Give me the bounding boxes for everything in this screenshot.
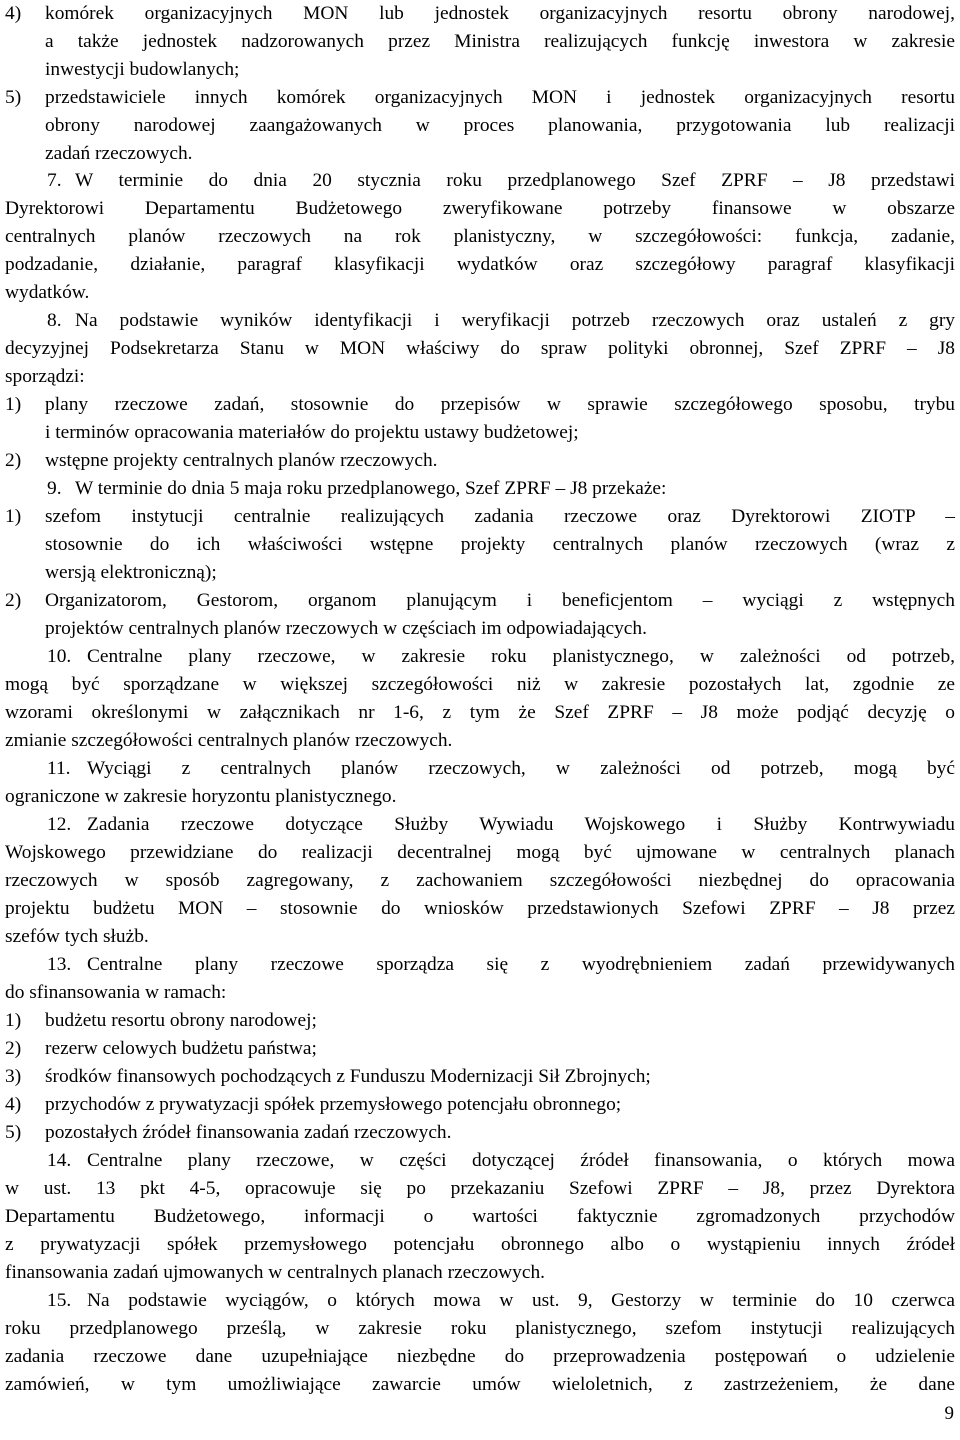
page-number: 9 <box>944 1403 954 1424</box>
text-line: wersją elektroniczną); <box>45 562 217 583</box>
text-line: Dyrektorowi Departamentu Budżetowego zweryfikowane potrzeby finansowe w obszarze <box>5 198 955 219</box>
text-line: do sfinansowania w ramach: <box>5 982 227 1003</box>
text-line: Wojskowego przewidziane do realizacji decentralnej mogą być ujmowane w centralnych planach <box>5 842 955 863</box>
list-item-number: 1) <box>5 506 22 527</box>
text-line: plany rzeczowe zadań, stosownie do przepisów w sprawie szczegółowego sposobu, trybu <box>45 394 955 415</box>
list-item-number: 5) <box>5 87 22 108</box>
text-line: Wyciągi z centralnych planów rzeczowych, w zależności od potrzeb, mogą być <box>87 758 955 779</box>
text-line: ograniczone w zakresie horyzontu planistycznego. <box>5 786 397 807</box>
paragraph-number: 8. <box>47 310 62 331</box>
text-line: finansowania zadań ujmowanych w centralnych planach rzeczowych. <box>5 1262 546 1283</box>
text-line: środków finansowych pochodzących z Funduszu Modernizacji Sił Zbrojnych; <box>45 1066 651 1087</box>
text-line: inwestycji budowlanych; <box>45 59 240 80</box>
list-item-number: 2) <box>5 450 22 471</box>
text-line: budżetu resortu obrony narodowej; <box>45 1010 317 1031</box>
text-line: i terminów opracowania materiałów do projektu ustawy budżetowej; <box>45 422 579 443</box>
list-item-number: 1) <box>5 394 22 415</box>
list-item-number: 3) <box>5 1066 22 1087</box>
paragraph-number: 10. <box>47 646 72 667</box>
text-line: obrony narodowej zaangażowanych w proces planowania, przygotowania lub realizacji <box>45 115 955 136</box>
text-line: Centralne plany rzeczowe, w części dotyczącej źródeł finansowania, o których mowa <box>87 1150 955 1171</box>
text-line: Centralne plany rzeczowe sporządza się z wyodrębnieniem zadań przewidywanych <box>87 954 955 975</box>
text-line: decyzyjnej Podsekretarza Stanu w MON właściwy do spraw polityki obronnej, Szef ZPRF – J8 <box>5 338 955 359</box>
text-line: W terminie do dnia 5 maja roku przedplanowego, Szef ZPRF – J8 przekaże: <box>75 478 667 499</box>
text-line: projektu budżetu MON – stosownie do wniosków przedstawionych Szefowi ZPRF – J8 przez <box>5 898 955 919</box>
text-line: podzadanie, działanie, paragraf klasyfikacji wydatków oraz szczegółowy paragraf klasyfikacji <box>5 254 955 275</box>
text-line: stosownie do ich właściwości wstępne projekty centralnych planów rzeczowych (wraz z <box>45 534 955 555</box>
text-line: projektów centralnych planów rzeczowych w częściach im odpowiadających. <box>45 618 647 639</box>
list-item-number: 5) <box>5 1122 22 1143</box>
paragraph-number: 9. <box>47 478 62 499</box>
text-line: a także jednostek nadzorowanych przez Ministra realizujących funkcję inwestora w zakresie <box>45 31 955 52</box>
text-line: Departamentu Budżetowego, informacji o wartości faktycznie zgromadzonych przychodów <box>5 1206 955 1227</box>
list-item-number: 1) <box>5 1010 22 1031</box>
text-line: sporządzi: <box>5 366 85 387</box>
text-line: przedstawiciele innych komórek organizacyjnych MON i jednostek organizacyjnych resortu <box>45 87 955 108</box>
paragraph-number: 7. <box>47 170 62 191</box>
text-line: mogą być sporządzane w większej szczegółowości niż w zakresie pozostałych lat, zgodnie ze <box>5 674 955 695</box>
text-line: rzeczowych w sposób zagregowany, z zachowaniem szczegółowości niezbędnej do opracowania <box>5 870 955 891</box>
text-line: wydatków. <box>5 282 90 303</box>
text-line: Centralne plany rzeczowe, w zakresie roku planistycznego, w zależności od potrzeb, <box>87 646 955 667</box>
text-line: Organizatorom, Gestorom, organom planującym i beneficjentom – wyciągi z wstępnych <box>45 590 955 611</box>
text-line: Zadania rzeczowe dotyczące Służby Wywiadu Wojskowego i Służby Kontrwywiadu <box>87 814 955 835</box>
text-line: Na podstawie wyciągów, o których mowa w ust. 9, Gestorzy w terminie do 10 czerwca <box>87 1290 955 1311</box>
paragraph-number: 13. <box>47 954 72 975</box>
text-line: zadania rzeczowe dane uzupełniające niezbędne do przeprowadzenia postępowań o udzielenie <box>5 1346 955 1367</box>
list-item-number: 4) <box>5 1094 22 1115</box>
text-line: szefów tych służb. <box>5 926 149 947</box>
text-line: komórek organizacyjnych MON lub jednostek organizacyjnych resortu obrony narodowej, <box>45 3 955 24</box>
paragraph-number: 14. <box>47 1150 72 1171</box>
text-line: wstępne projekty centralnych planów rzeczowych. <box>45 450 438 471</box>
list-item-number: 2) <box>5 1038 22 1059</box>
list-item-number: 2) <box>5 590 22 611</box>
text-line: zadań rzeczowych. <box>45 143 193 164</box>
text-line: zmianie szczegółowości centralnych planów rzeczowych. <box>5 730 453 751</box>
list-item-number: 4) <box>5 3 22 24</box>
text-line: w ust. 13 pkt 4-5, opracowuje się po przekazaniu Szefowi ZPRF – J8, przez Dyrektora <box>5 1178 955 1199</box>
text-line: przychodów z prywatyzacji spółek przemysłowego potencjału obronnego; <box>45 1094 622 1115</box>
text-line: W terminie do dnia 20 stycznia roku przedplanowego Szef ZPRF – J8 przedstawi <box>75 170 955 191</box>
text-line: rezerw celowych budżetu państwa; <box>45 1038 317 1059</box>
text-line: roku przedplanowego prześlą, w zakresie roku planistycznego, szefom instytucji realizujących <box>5 1318 955 1339</box>
text-line: centralnych planów rzeczowych na rok planistyczny, w szczegółowości: funkcja, zadanie, <box>5 226 955 247</box>
text-line: zamówień, w tym umożliwiające zawarcie umów wieloletnich, z zastrzeżeniem, że dane <box>5 1374 955 1395</box>
text-line: szefom instytucji centralnie realizujących zadania rzeczowe oraz Dyrektorowi ZIOTP – <box>45 506 955 527</box>
text-line: Na podstawie wyników identyfikacji i weryfikacji potrzeb rzeczowych oraz ustaleń z gry <box>75 310 955 331</box>
paragraph-number: 15. <box>47 1290 72 1311</box>
paragraph-number: 11. <box>47 758 71 779</box>
paragraph-number: 12. <box>47 814 72 835</box>
text-line: pozostałych źródeł finansowania zadań rzeczowych. <box>45 1122 452 1143</box>
text-line: wzorami określonymi w załącznikach nr 1-6, z tym że Szef ZPRF – J8 może podjąć decyzję o <box>5 702 955 723</box>
text-line: z prywatyzacji spółek przemysłowego potencjału obronnego albo o wystąpieniu innych źródeł <box>5 1234 955 1255</box>
